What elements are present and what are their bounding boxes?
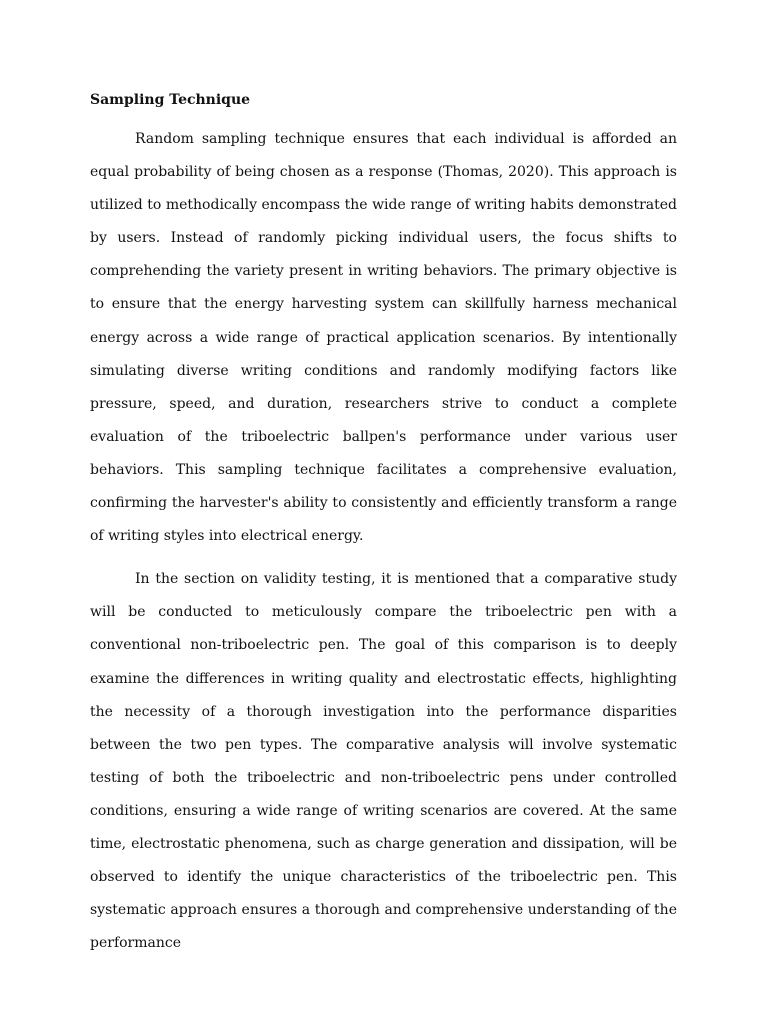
paragraph-validity: In the section on validity testing, it is mentioned that a comparative study will be conducted to meticulously compare the triboelectric pen with a conventional non-triboelectric pen. The goal of this comparison is to deeply examine the differences in writing quality and electrostatic effects, highlighting the necessity of a thorough investigation into the performance disparities between the two pen types. The comparative analysis will involve systematic testing of both the triboelectric and non-triboelectric pens under controlled conditions, ensuring a wide range of writing scenarios are covered. At the same time, electrostatic phenomena, such as charge generation and dissipation, will be observed to identify the unique characteristics of the triboelectric pen. This systematic approach ensures a thorough and comprehensive understanding of the performance bbox=[90, 571, 677, 952]
section-heading: Sampling Technique bbox=[90, 92, 251, 108]
paragraph-sampling: Random sampling technique ensures that each individual is afforded an equal probability of being chosen as a response (Thomas, 2020). This approach is utilized to methodically encompass the wide range of writing habits demonstrated by users. Instead of randomly picking individual users, the focus shifts to comprehending the variety present in writing behaviors. The primary objective is to ensure that the energy harvesting system can skillfully harness mechanical energy across a wide range of practical application scenarios. By intentionally simulating diverse writing conditions and randomly modifying factors like pressure, speed, and duration, researchers strive to conduct a complete evaluation of the triboelectric ballpen's performance under various user behaviors. This sampling technique facilitates a comprehensive evaluation, confirming the harvester's ability to consistently and efficiently transform a range of writing styles into electrical energy. bbox=[90, 131, 677, 545]
document-body bbox=[90, 88, 677, 970]
